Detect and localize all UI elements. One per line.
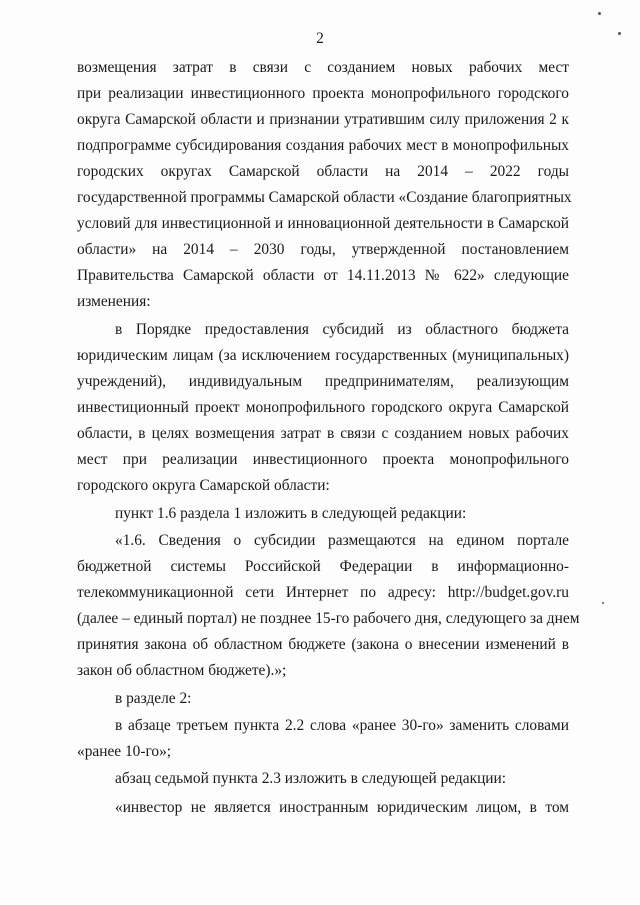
- paragraph-first-line: в разделе 2:: [115, 690, 192, 707]
- paragraph-first-line: абзац седьмой пункта 2.3 изложить в следующей редакции:: [115, 770, 507, 787]
- text-line: возмещения затрат в связи с созданием новых рабочих мест: [77, 59, 569, 76]
- text-line: изменения:: [77, 293, 151, 310]
- text-line: мест при реализации инвестиционного проекта монопрофильного: [77, 451, 569, 468]
- paragraph-first-line: в Порядке предоставления субсидий из областного бюджета: [115, 321, 569, 338]
- text-line: бюджетной системы Российской Федерации в информационно-: [77, 558, 569, 575]
- page-number: 2: [316, 30, 324, 47]
- text-line: юридическим лицам (за исключением государственных (муниципальных): [77, 347, 569, 364]
- text-line: принятия закона об областном бюджете (закона о внесении изменений в: [77, 636, 569, 653]
- scan-speck: [618, 32, 621, 35]
- paragraph-first-line: «инвестор не является иностранным юридическим лицом, в том: [115, 799, 569, 816]
- text-line: «ранее 10-го»;: [77, 743, 172, 760]
- scan-speck: [598, 12, 601, 15]
- text-line: области, в целях возмещения затрат в связи с созданием новых рабочих: [77, 425, 569, 442]
- paragraph-first-line: в абзаце третьем пункта 2.2 слова «ранее 30-го» заменить словами: [115, 717, 569, 734]
- text-line: телекоммуникационной сети Интернет по адресу: http://budget.gov.ru: [77, 584, 569, 601]
- text-line: условий для инвестиционной и инновационной деятельности в Самарской: [77, 215, 569, 232]
- text-line: (далее – единый портал) не позднее 15-го рабочего дня, следующего за днем: [77, 610, 580, 627]
- text-line: учреждений), индивидуальным предпринимателям, реализующим: [77, 373, 569, 390]
- text-line: городских округах Самарской области на 2014 – 2022 годы: [77, 163, 569, 180]
- text-line: городского округа Самарской области:: [77, 477, 330, 494]
- text-line: закон об областном бюджете).»;: [77, 662, 287, 679]
- text-line: области» на 2014 – 2030 годы, утвержденной постановлением: [77, 241, 569, 258]
- text-line: при реализации инвестиционного проекта монопрофильного городского: [77, 85, 569, 102]
- text-line: округа Самарской области и признании утратившим силу приложения 2 к: [77, 111, 569, 128]
- text-line: Правительства Самарской области от 14.11.2013 № 622» следующие: [77, 267, 569, 284]
- text-line: государственной программы Самарской области «Создание благоприятных: [77, 189, 572, 206]
- paragraph-first-line: «1.6. Сведения о субсидии размещаются на едином портале: [115, 532, 569, 549]
- text-line: подпрограмме субсидирования создания рабочих мест в монопрофильных: [77, 137, 569, 154]
- scan-speck: [602, 602, 604, 604]
- text-line: инвестиционный проект монопрофильного городского округа Самарской: [77, 399, 569, 416]
- paragraph-first-line: пункт 1.6 раздела 1 изложить в следующей редакции:: [115, 505, 467, 522]
